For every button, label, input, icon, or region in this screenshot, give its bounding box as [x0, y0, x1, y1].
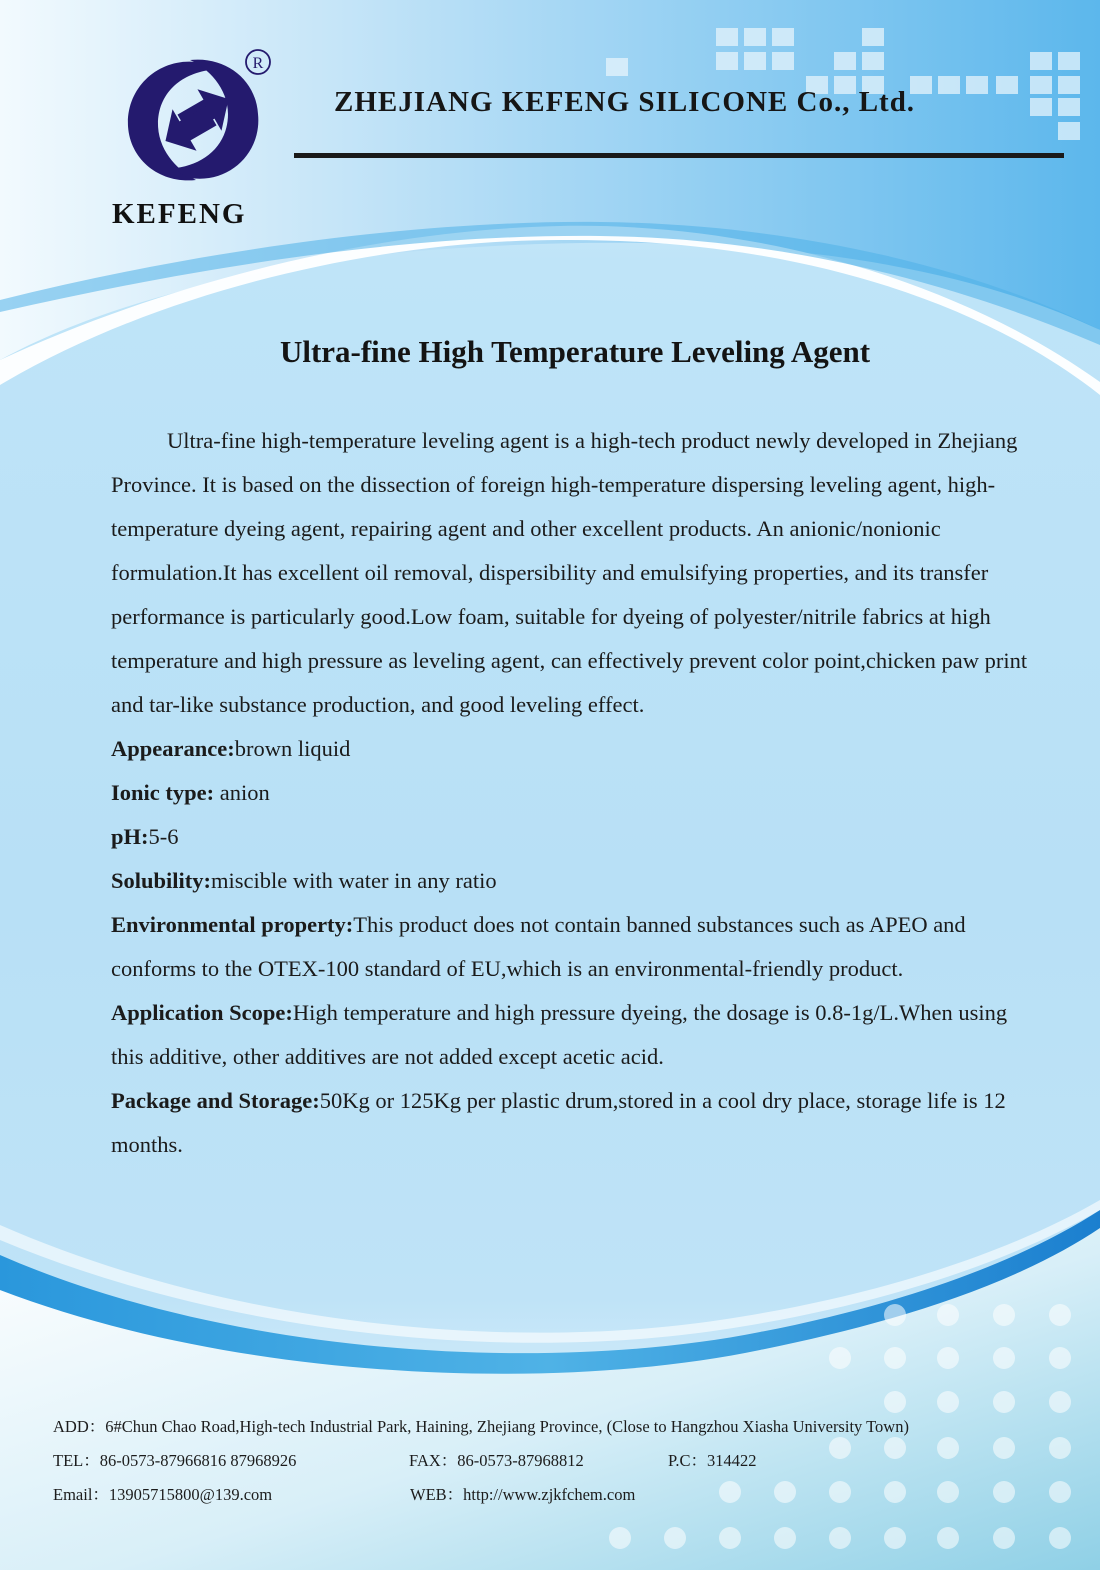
registered-mark: R [252, 55, 264, 72]
logo-wordmark: KEFENG [112, 198, 247, 230]
property-label: Package and Storage: [111, 1088, 320, 1113]
property-value: brown liquid [234, 736, 351, 761]
property-label: Environmental property: [111, 912, 354, 937]
company-name [334, 86, 915, 119]
bottom-white-area [0, 1215, 1100, 1570]
property-label: Ionic type: [111, 780, 215, 805]
property-solubility [111, 859, 1031, 903]
property-package-storage [111, 1079, 1031, 1167]
property-value: miscible with water in any ratio [211, 868, 497, 893]
footer-website[interactable]: WEB：http://www.zjkfchem.com [410, 1485, 636, 1504]
property-value: This product does not contain banned substances such as APEO and conforms to the OTEX-100 standard of EU,which is an environmental-friendly product. [111, 912, 966, 981]
property-value: High temperature and high pressure dyeing, the dosage is 0.8-1g/L.When using this additive, other additives are not added except acetic acid. [111, 1000, 1008, 1069]
property-application-scope [111, 991, 1031, 1079]
property-value: 50Kg or 125Kg per plastic drum,stored in a cool dry place, storage life is 12 months. [111, 1088, 1006, 1157]
property-value: 5-6 [148, 824, 179, 849]
contact-footer [53, 1410, 1063, 1512]
footer-online-row [53, 1478, 1063, 1512]
header-rule [294, 153, 1064, 158]
intro-paragraph: Ultra-fine high-temperature leveling agent is a high-tech product newly developed in Zhejiang Province. It is based on the dissection of foreign high-temperature dispersing leveling agent, high-temperature dyeing agent, repairing agent and other excellent products. An anionic/nonionic formulation.It has excellent oil removal, dispersibility and emulsifying properties, and its transfer performance is particularly good.Low foam, suitable for dyeing of polyester/nitrile fabrics at high temperature and high pressure as leveling agent, can effectively prevent color point,chicken paw print and tar-like substance production, and good leveling effect. [111, 428, 1028, 717]
property-label: Appearance: [111, 736, 235, 761]
property-label: Application Scope: [111, 1000, 293, 1025]
company-name-text: ZHEJIANG KEFENG SILICONE Co., Ltd [334, 86, 907, 118]
footer-email[interactable]: Email：13905715800@139.com [53, 1485, 273, 1504]
property-appearance [111, 727, 1031, 771]
product-title: Ultra-fine High Temperature Leveling Agent [279, 334, 871, 369]
property-ph [111, 815, 1031, 859]
property-label: pH: [111, 824, 149, 849]
footer-postcode: P.C：314422 [668, 1451, 757, 1470]
kefeng-logo-icon [118, 48, 278, 188]
footer-address-row [53, 1410, 1063, 1444]
footer-phone-row [53, 1444, 1063, 1478]
product-description [111, 419, 1031, 1167]
property-ionic-type [111, 771, 1031, 815]
footer-tel: TEL：86-0573-87966816 87968926 [53, 1451, 297, 1470]
property-environmental [111, 903, 1031, 991]
property-value: anion [214, 780, 270, 805]
property-label: Solubility: [111, 868, 212, 893]
footer-fax: FAX：86-0573-87968812 [409, 1451, 584, 1470]
footer-address: ADD：6#Chun Chao Road,High-tech Industrial Park, Haining, Zhejiang Province, (Close to Hangzhou Xiasha University Town) [53, 1417, 909, 1436]
company-name-period: . [906, 87, 915, 118]
